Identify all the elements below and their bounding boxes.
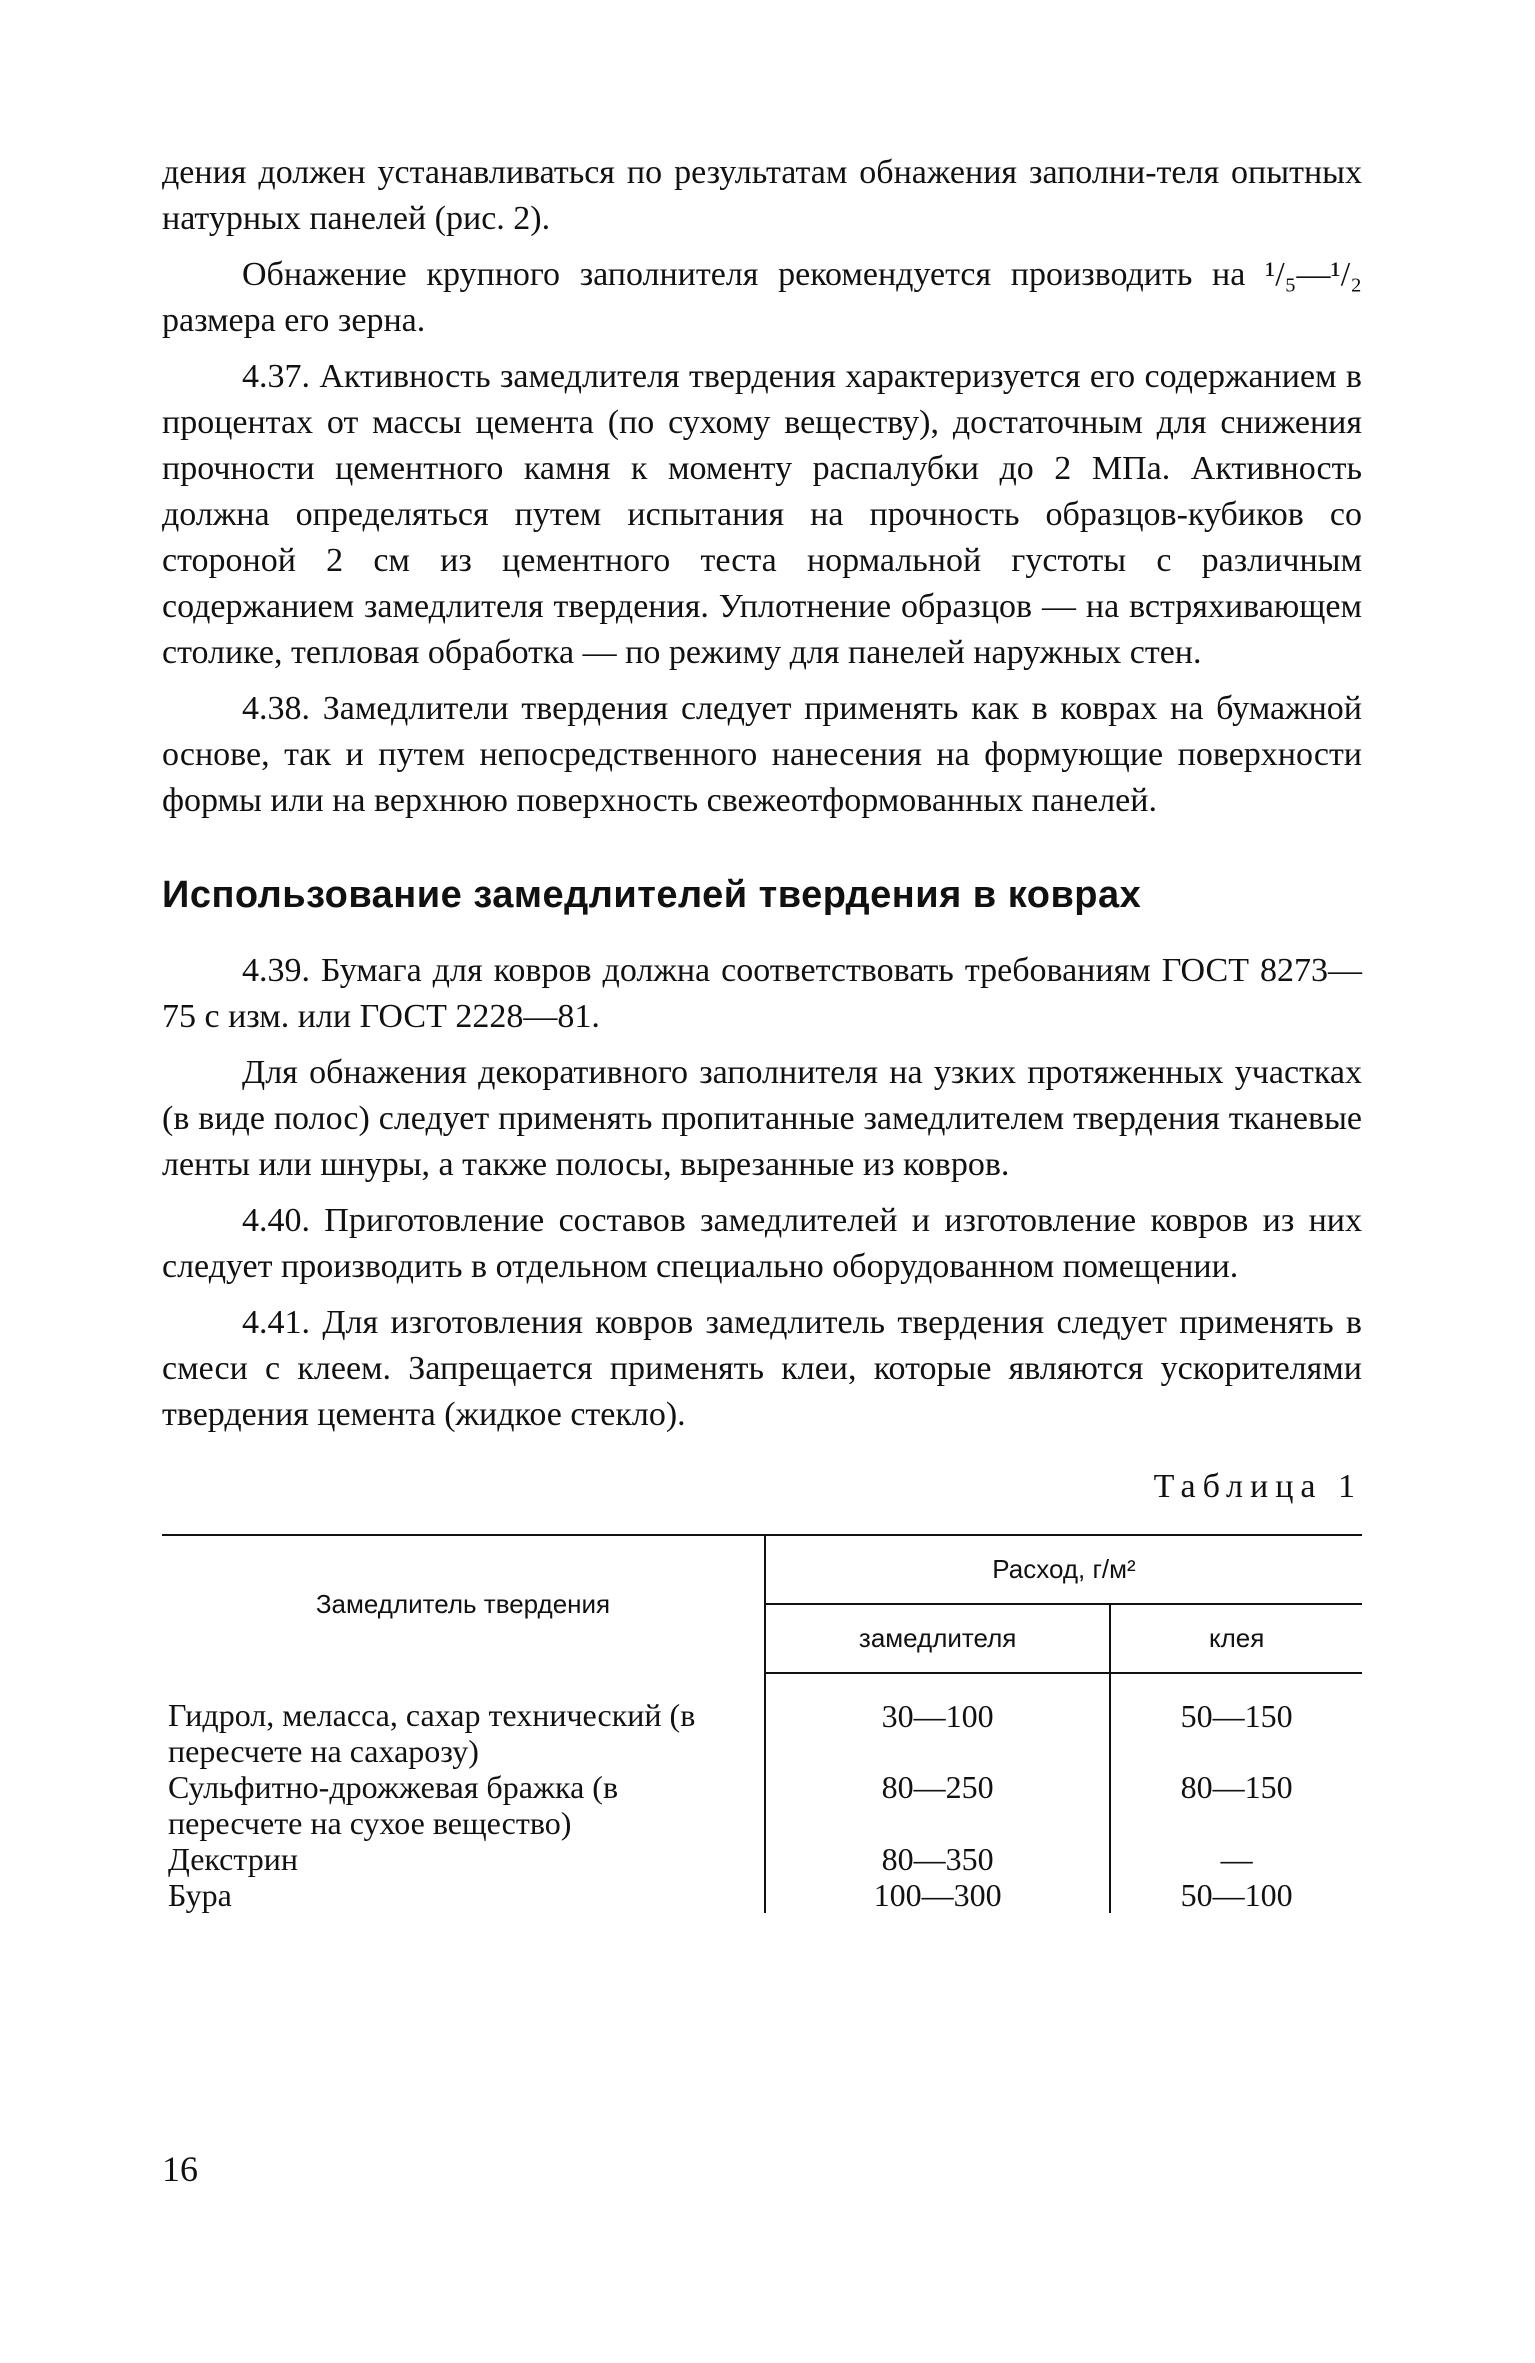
row-retarder: 80—350 <box>765 1841 1110 1877</box>
row-glue: — <box>1220 1841 1253 1877</box>
row-retarder: 100—300 <box>765 1877 1110 1913</box>
paragraph-narrow-areas: Для обнажения декоративного заполнителя на узких протяженных участках (в виде полос) следует применять пропитанные замедлителем твердения тканевые ленты или шнуры, а также полосы, вырезанные из ковров. <box>162 1054 1362 1183</box>
table-caption: Таблица 1 <box>1153 1468 1362 1505</box>
paragraph-exposure: Обнажение крупного заполнителя рекомендуется производить на ¹/₅—¹/₂ размера его зерна. <box>162 256 1362 339</box>
page-content <box>162 150 1362 1913</box>
row-name: Гидрол, меласса, сахар технический (в пересчете на сахарозу) <box>162 1673 765 1769</box>
header-retarder-amount: замедлителя <box>765 1604 1110 1673</box>
table-row <box>162 1877 1362 1913</box>
section-heading: Использование замедлителей твердения в коврах <box>162 874 1142 916</box>
table-row <box>162 1673 1362 1769</box>
row-glue: 80—150 <box>1180 1769 1293 1805</box>
row-retarder: 80—250 <box>765 1769 1110 1841</box>
paragraph-4-38: 4.38. Замедлители твердения следует применять как в коврах на бумажной основе, так и путем непосредственного нанесения на формующие поверхности формы или на верхнюю поверхность свежеотформованных панелей. <box>162 690 1362 819</box>
paragraph-4-37: 4.37. Активность замедлителя твердения характеризуется его содержанием в процентах от массы цемента (по сухому веществу), достаточным для снижения прочности цементного камня к моменту распалубки до 2 МПа. Активность должна определяться путем испытания на прочность образцов-кубиков со стороной 2 см из цементного теста нормальной густоты с различным содержанием замедлителя твердения. Уплотнение образцов — на встряхивающем столике, тепловая обработка — по режиму для панелей наружных стен. <box>162 358 1362 671</box>
paragraph-4-41: 4.41. Для изготовления ковров замедлитель твердения следует применять в смеси с клеем. Запрещается применять клеи, которые являются ускорителями твердения цемента (жидкое стекло). <box>162 1304 1362 1433</box>
table-row <box>162 1769 1362 1841</box>
row-name: Бура <box>162 1877 765 1913</box>
header-retarder: Замедлитель твердения <box>162 1535 765 1673</box>
paragraph-4-39: 4.39. Бумага для ковров должна соответствовать требованиям ГОСТ 8273—75 с изм. или ГОСТ 2228—81. <box>162 952 1362 1035</box>
table-row <box>162 1841 1362 1877</box>
row-name: Декстрин <box>162 1841 765 1877</box>
paragraph-4-40: 4.40. Приготовление составов замедлителей и изготовление ковров из них следует производить в отдельном специально оборудованном помещении. <box>162 1202 1362 1285</box>
retarder-consumption-table <box>162 1534 1362 1913</box>
header-consumption: Расход, г/м² <box>765 1535 1362 1604</box>
row-glue: 50—100 <box>1180 1877 1293 1913</box>
row-name: Сульфитно-дрожжевая бражка (в пересчете на сухое вещество) <box>162 1769 765 1841</box>
row-retarder: 30—100 <box>765 1673 1110 1769</box>
paragraph-continuation: дения должен устанавливаться по результатам обнажения заполни-теля опытных натурных панелей (рис. 2). <box>162 154 1362 237</box>
header-glue-amount: клея <box>1110 1604 1362 1673</box>
row-glue: 50—150 <box>1180 1698 1293 1734</box>
page-number: 16 <box>162 2149 198 2189</box>
